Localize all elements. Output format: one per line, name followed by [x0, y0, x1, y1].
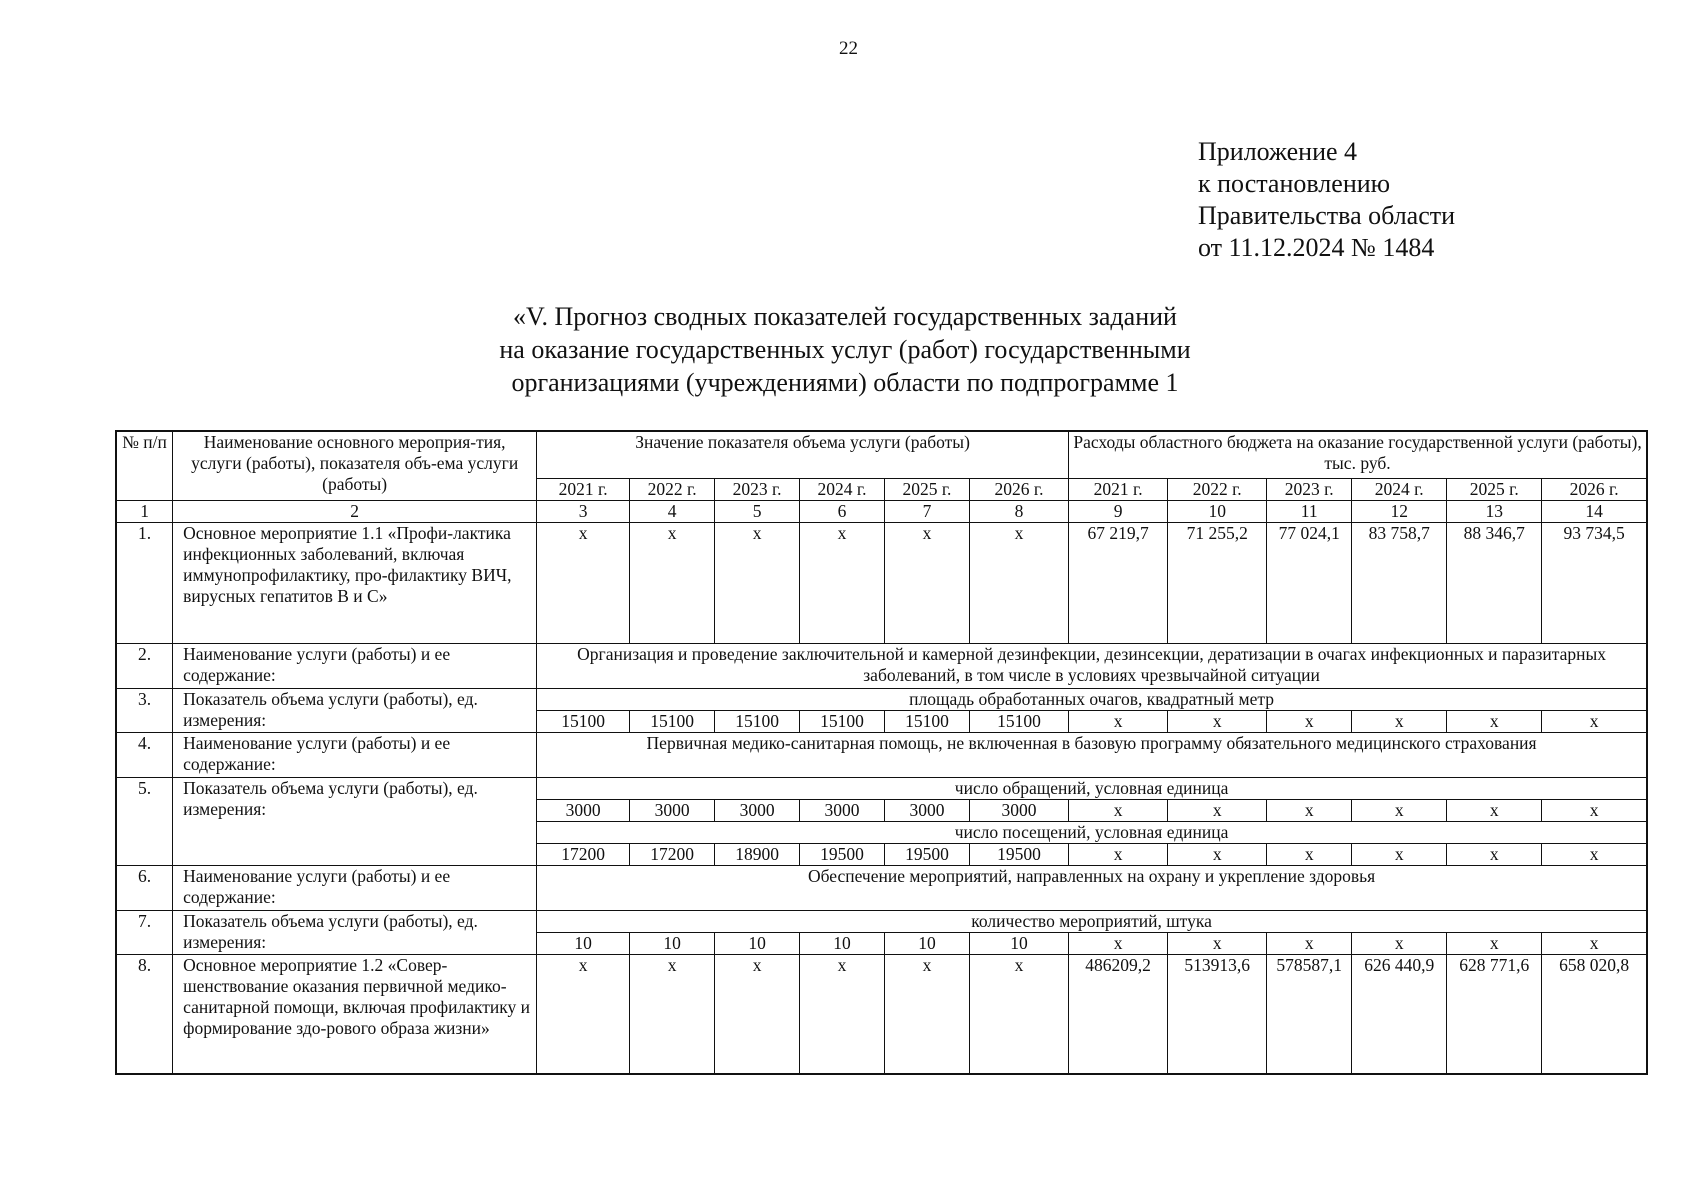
cell-value: x	[1069, 711, 1168, 733]
header-year: 2022 г.	[630, 479, 715, 501]
header-year: 2026 г.	[969, 479, 1068, 501]
appendix-block	[1198, 136, 1455, 264]
appendix-line: от 11.12.2024 № 1484	[1198, 233, 1435, 262]
cell-value: x	[1542, 800, 1647, 822]
cell-value: 15100	[800, 711, 885, 733]
row-number: 2.	[116, 644, 173, 689]
document-title	[440, 300, 1250, 399]
column-number: 11	[1267, 501, 1352, 523]
row-number: 8.	[116, 955, 173, 1075]
cell-value: x	[1352, 711, 1447, 733]
cell-value: x	[969, 523, 1068, 644]
column-number: 6	[800, 501, 885, 523]
cell-value: x	[1069, 933, 1168, 955]
row-name: Показатель объема услуги (работы), ед. измерения:	[173, 778, 537, 866]
header-year: 2025 г.	[884, 479, 969, 501]
cell-value: 10	[969, 933, 1068, 955]
cell-value: 88 346,7	[1447, 523, 1542, 644]
header-year: 2024 г.	[1352, 479, 1447, 501]
table-row	[116, 644, 1647, 689]
column-number: 4	[630, 501, 715, 523]
appendix-line: Правительства области	[1198, 201, 1456, 230]
cell-value: 10	[800, 933, 885, 955]
cell-value: 3000	[537, 800, 630, 822]
cell-value: 3000	[969, 800, 1068, 822]
cell-value: x	[1447, 711, 1542, 733]
column-numbers-row	[116, 501, 1647, 523]
row-number: 4.	[116, 733, 173, 778]
cell-value: 3000	[630, 800, 715, 822]
header-year: 2025 г.	[1447, 479, 1542, 501]
cell-value: 17200	[537, 844, 630, 866]
cell-value: 83 758,7	[1352, 523, 1447, 644]
cell-value: x	[537, 523, 630, 644]
column-number: 5	[715, 501, 800, 523]
table-row	[116, 523, 1647, 644]
cell-value: x	[1352, 933, 1447, 955]
row-name: Показатель объема услуги (работы), ед. измерения:	[173, 689, 537, 733]
row-name: Наименование услуги (работы) и ее содержание:	[173, 733, 537, 778]
cell-value: 10	[537, 933, 630, 955]
row-name: Наименование услуги (работы) и ее содержание:	[173, 866, 537, 911]
cell-value: x	[1267, 800, 1352, 822]
appendix-line: к постановлению	[1198, 169, 1391, 198]
column-number: 1	[116, 501, 173, 523]
header-year: 2023 г.	[1267, 479, 1352, 501]
cell-value: 486209,2	[1069, 955, 1168, 1075]
row-number: 7.	[116, 911, 173, 955]
appendix-line: Приложение 4	[1198, 137, 1358, 166]
header-year: 2023 г.	[715, 479, 800, 501]
cell-value: x	[1168, 844, 1267, 866]
header-row	[116, 431, 1647, 479]
cell-value: x	[969, 955, 1068, 1075]
cell-value: 10	[715, 933, 800, 955]
cell-value: x	[630, 955, 715, 1075]
cell-value: x	[800, 523, 885, 644]
cell-value: 3000	[715, 800, 800, 822]
row-number: 1.	[116, 523, 173, 644]
header-year: 2026 г.	[1542, 479, 1647, 501]
cell-value: 19500	[884, 844, 969, 866]
header-year: 2022 г.	[1168, 479, 1267, 501]
cell-value: 93 734,5	[1542, 523, 1647, 644]
table-row	[116, 866, 1647, 911]
cell-value: x	[630, 523, 715, 644]
indicator-text: число обращений, условная единица	[537, 778, 1647, 800]
cell-value: x	[1267, 711, 1352, 733]
cell-value: 3000	[884, 800, 969, 822]
cell-value: x	[1542, 844, 1647, 866]
column-number: 7	[884, 501, 969, 523]
cell-value: x	[1267, 933, 1352, 955]
cell-value: x	[800, 955, 885, 1075]
cell-value: x	[1267, 844, 1352, 866]
cell-value: x	[1447, 933, 1542, 955]
cell-value: 19500	[800, 844, 885, 866]
row-name: Показатель объема услуги (работы), ед. измерения:	[173, 911, 537, 955]
forecast-table	[115, 430, 1648, 1075]
cell-value: 658 020,8	[1542, 955, 1647, 1075]
cell-value: 15100	[715, 711, 800, 733]
cell-value: x	[1168, 711, 1267, 733]
cell-value: 626 440,9	[1352, 955, 1447, 1075]
row-name: Основное мероприятие 1.2 «Совер-шенствование оказания первичной медико-санитарной помощи, включая профилактику и формирование здо-рового образа жизни»	[173, 955, 537, 1075]
table-row	[116, 778, 1647, 800]
table-row	[116, 911, 1647, 933]
title-line: на оказание государственных услуг (работ) государственными	[499, 335, 1191, 364]
cell-value: 3000	[800, 800, 885, 822]
row-number: 5.	[116, 778, 173, 866]
header-name: Наименование основного мероприя-тия, услуги (работы), показателя объ-ема услуги (работы)	[173, 431, 537, 501]
cell-value: 578587,1	[1267, 955, 1352, 1075]
row-number: 3.	[116, 689, 173, 733]
column-number: 8	[969, 501, 1068, 523]
service-name-text: Первичная медико-санитарная помощь, не включенная в базовую программу обязательного медицинского страхования	[537, 733, 1647, 778]
row-name: Наименование услуги (работы) и ее содержание:	[173, 644, 537, 689]
cell-value: x	[1069, 800, 1168, 822]
cell-value: x	[1168, 800, 1267, 822]
table-row	[116, 689, 1647, 711]
header-num: № п/п	[116, 431, 173, 501]
cell-value: 10	[630, 933, 715, 955]
title-line: «V. Прогноз сводных показателей государственных заданий	[513, 302, 1177, 331]
title-line: организациями (учреждениями) области по подпрограмме 1	[511, 368, 1179, 397]
indicator-text: площадь обработанных очагов, квадратный метр	[537, 689, 1647, 711]
cell-value: 17200	[630, 844, 715, 866]
column-number: 12	[1352, 501, 1447, 523]
cell-value: x	[1069, 844, 1168, 866]
cell-value: 513913,6	[1168, 955, 1267, 1075]
header-volume-group: Значение показателя объема услуги (работы)	[537, 431, 1069, 479]
cell-value: 67 219,7	[1069, 523, 1168, 644]
row-number: 6.	[116, 866, 173, 911]
column-number: 13	[1447, 501, 1542, 523]
cell-value: x	[1447, 844, 1542, 866]
cell-value: x	[1542, 933, 1647, 955]
cell-value: 628 771,6	[1447, 955, 1542, 1075]
column-number: 3	[537, 501, 630, 523]
header-year: 2021 г.	[537, 479, 630, 501]
cell-value: x	[1352, 844, 1447, 866]
cell-value: 15100	[884, 711, 969, 733]
cell-value: x	[1447, 800, 1542, 822]
table-row	[116, 733, 1647, 778]
header-year: 2024 г.	[800, 479, 885, 501]
cell-value: 10	[884, 933, 969, 955]
service-name-text: Организация и проведение заключительной и камерной дезинфекции, дезинсекции, дератизации в очагах инфекционных и паразитарных заболеваний, в том числе в условиях чрезвычайной ситуации	[537, 644, 1647, 689]
cell-value: 18900	[715, 844, 800, 866]
header-budget-group: Расходы областного бюджета на оказание государственной услуги (работы), тыс. руб.	[1069, 431, 1647, 479]
page-number: 22	[839, 38, 858, 59]
cell-value: 15100	[630, 711, 715, 733]
cell-value: 15100	[537, 711, 630, 733]
cell-value: 15100	[969, 711, 1068, 733]
cell-value: x	[1352, 800, 1447, 822]
cell-value: x	[884, 955, 969, 1075]
service-name-text: Обеспечение мероприятий, направленных на охрану и укрепление здоровья	[537, 866, 1647, 911]
cell-value: x	[715, 955, 800, 1075]
cell-value: x	[1542, 711, 1647, 733]
row-name: Основное мероприятие 1.1 «Профи-лактика инфекционных заболеваний, включая иммунопрофилактику, про-филактику ВИЧ, вирусных гепатитов В и С»	[173, 523, 537, 644]
column-number: 2	[173, 501, 537, 523]
table-row	[116, 955, 1647, 1075]
indicator-text: число посещений, условная единица	[537, 822, 1647, 844]
cell-value: 71 255,2	[1168, 523, 1267, 644]
cell-value: x	[537, 955, 630, 1075]
cell-value: 19500	[969, 844, 1068, 866]
indicator-text: количество мероприятий, штука	[537, 911, 1647, 933]
cell-value: x	[884, 523, 969, 644]
cell-value: x	[1168, 933, 1267, 955]
column-number: 14	[1542, 501, 1647, 523]
cell-value: x	[715, 523, 800, 644]
cell-value: 77 024,1	[1267, 523, 1352, 644]
column-number: 9	[1069, 501, 1168, 523]
column-number: 10	[1168, 501, 1267, 523]
header-year: 2021 г.	[1069, 479, 1168, 501]
